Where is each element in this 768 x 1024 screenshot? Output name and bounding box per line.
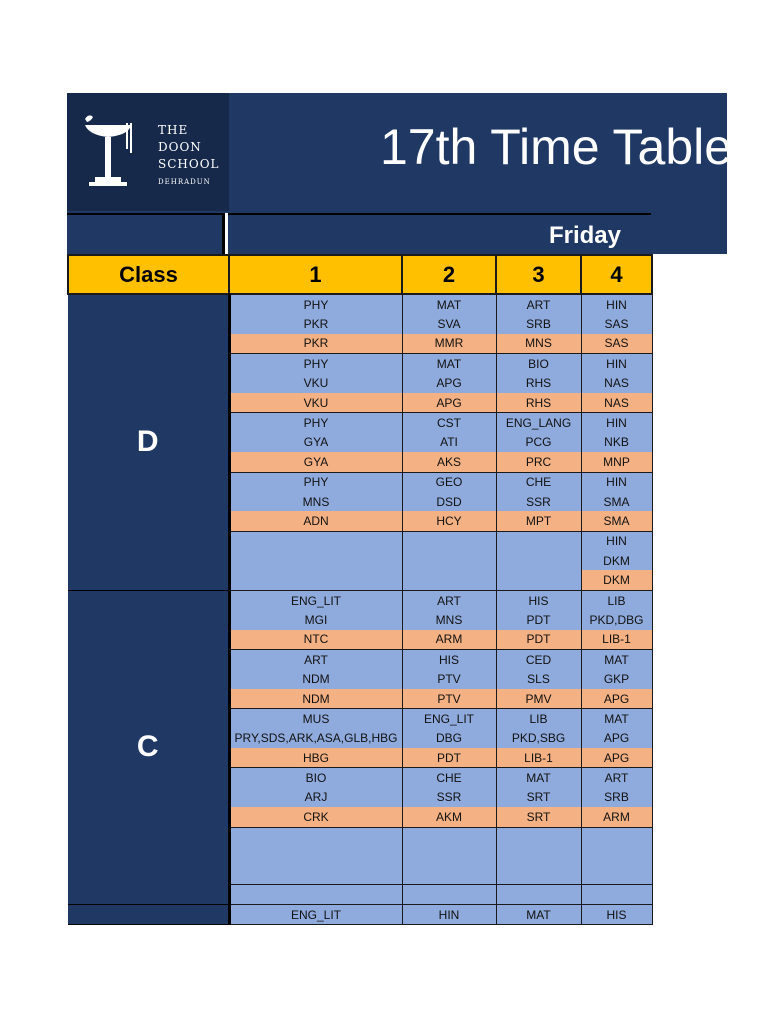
page-title: 17th Time Table [380,119,733,175]
cell-period-2 [402,570,496,590]
cell-period-1: PHY [229,472,402,492]
cell-period-4: ART [581,768,652,788]
cell-period-1: CRK [229,807,402,827]
cell-period-2: APG [402,374,496,393]
cell-period-3: SSR [496,492,581,511]
cell-period-4: HIN [581,413,652,433]
cell-period-1: ADN [229,511,402,531]
cell-period-4: MNP [581,452,652,472]
logo-text-the: THE [158,123,189,137]
cell-period-3: PMV [496,689,581,709]
period-header-3: 3 [496,255,581,294]
cell-period-1: MGI [229,610,402,629]
cell-period-4: DKM [581,551,652,570]
cell-period-3: LIB [496,709,581,729]
cell-period-2: AKS [402,452,496,472]
cell-period-4: MAT [581,709,652,729]
cell-period-3: PRC [496,452,581,472]
cell-period-2: CHE [402,768,496,788]
cell-period-3: HIS [496,590,581,610]
cell-period-3: PCG [496,433,581,452]
day-row [228,213,651,254]
cell-period-4: SMA [581,492,652,511]
cell-period-1: BIO [229,768,402,788]
lamp-icon [81,113,141,189]
section-label: C [68,590,229,904]
cell-period-3: MAT [496,768,581,788]
cell-period-2: MAT [402,354,496,374]
cell-period-3: PKD,SBG [496,729,581,748]
table-row [68,294,652,314]
cell-period-1: MNS [229,492,402,511]
cell-period-4: NAS [581,393,652,413]
cell-period-1: ART [229,650,402,670]
timetable-grid [67,254,653,925]
cell-period-3: MNS [496,334,581,354]
cell-period-3 [496,531,581,551]
cell-period-3: RHS [496,393,581,413]
empty-cell [229,884,402,904]
cell-period-1 [229,570,402,590]
cell-period-1: PHY [229,413,402,433]
header-row [68,255,652,294]
logo-text-doon: DOON [158,140,202,154]
section-label [68,904,229,924]
cell-period-1: MUS [229,709,402,729]
cell-period-3: LIB-1 [496,748,581,768]
cell-period-3: SLS [496,669,581,688]
cell-period-1: PRY,SDS,ARK,ASA,GLB,HBG [229,729,402,748]
cell-period-4: APG [581,689,652,709]
cell-period-3: PDT [496,610,581,629]
period-header-1: 1 [229,255,402,294]
cell-period-4: NAS [581,374,652,393]
cell-period-1: ENG_LIT [229,904,402,924]
cell-period-4: LIB-1 [581,630,652,650]
cell-period-2: MMR [402,334,496,354]
cell-period-4: GKP [581,669,652,688]
cell-period-3: BIO [496,354,581,374]
cell-period-4: HIN [581,354,652,374]
logo-text-dehradun: DEHRADUN [158,178,211,186]
cell-period-1: PKR [229,334,402,354]
cell-period-4: NKB [581,433,652,452]
cell-period-3: PDT [496,630,581,650]
cell-period-2: MAT [402,294,496,314]
cell-period-2: PTV [402,669,496,688]
cell-period-1: NDM [229,669,402,688]
cell-period-2: ENG_LIT [402,709,496,729]
school-logo [67,93,229,211]
cell-period-1 [229,531,402,551]
cell-period-2: AKM [402,807,496,827]
cell-period-3: CED [496,650,581,670]
cell-period-1: ENG_LIT [229,590,402,610]
cell-period-4: LIB [581,590,652,610]
empty-cell [229,827,402,884]
cell-period-2: DBG [402,729,496,748]
cell-period-4: ARM [581,807,652,827]
cell-period-2: ARM [402,630,496,650]
table-row [68,904,652,924]
cell-period-2: APG [402,393,496,413]
cell-period-1: ARJ [229,788,402,807]
empty-cell [402,827,496,884]
section-label: D [68,294,229,590]
cell-period-2: PDT [402,748,496,768]
cell-period-4: SAS [581,314,652,333]
cell-period-3: RHS [496,374,581,393]
cell-period-3: ENG_LANG [496,413,581,433]
cell-period-2: HIS [402,650,496,670]
cell-period-2: PTV [402,689,496,709]
empty-cell [581,884,652,904]
cell-period-1: NDM [229,689,402,709]
cell-period-3: ART [496,294,581,314]
empty-cell [496,827,581,884]
header-banner-extension [651,213,727,254]
cell-period-2: MNS [402,610,496,629]
cell-period-4: PKD,DBG [581,610,652,629]
cell-period-1 [229,551,402,570]
cell-period-2: DSD [402,492,496,511]
cell-period-2: SVA [402,314,496,333]
cell-period-1: PKR [229,314,402,333]
cell-period-1: PHY [229,354,402,374]
cell-period-3: CHE [496,472,581,492]
cell-period-4: HIS [581,904,652,924]
cell-period-2: CST [402,413,496,433]
day-label: Friday [548,222,621,249]
cell-period-4: HIN [581,472,652,492]
cell-period-1: GYA [229,452,402,472]
cell-period-2: HCY [402,511,496,531]
cell-period-1: NTC [229,630,402,650]
cell-period-3 [496,570,581,590]
cell-period-3 [496,551,581,570]
cell-period-2 [402,551,496,570]
title-area [230,93,733,213]
cell-period-1: GYA [229,433,402,452]
cell-period-4: SRB [581,788,652,807]
cell-period-2: ATI [402,433,496,452]
cell-period-1: PHY [229,294,402,314]
period-header-2: 2 [402,255,496,294]
cell-period-2: SSR [402,788,496,807]
cell-period-4: HIN [581,531,652,551]
cell-period-3: MAT [496,904,581,924]
cell-period-2: ART [402,590,496,610]
cell-period-2 [402,531,496,551]
cell-period-2: GEO [402,472,496,492]
empty-cell [496,884,581,904]
cell-period-4: SMA [581,511,652,531]
cell-period-3: SRB [496,314,581,333]
cell-period-4: DKM [581,570,652,590]
empty-cell [402,884,496,904]
cell-period-1: HBG [229,748,402,768]
cell-period-1: VKU [229,374,402,393]
cell-period-3: SRT [496,807,581,827]
period-header-4: 4 [581,255,652,294]
cell-period-3: MPT [496,511,581,531]
cell-period-4: SAS [581,334,652,354]
cell-period-3: SRT [496,788,581,807]
cell-period-4: APG [581,748,652,768]
cell-period-4: HIN [581,294,652,314]
cell-period-1: VKU [229,393,402,413]
cell-period-4: MAT [581,650,652,670]
logo-text-school: SCHOOL [158,157,220,171]
empty-cell [581,827,652,884]
cell-period-2: HIN [402,904,496,924]
cell-period-4: APG [581,729,652,748]
table-row [68,590,652,610]
class-header: Class [68,255,229,294]
day-row-spacer [67,213,225,254]
